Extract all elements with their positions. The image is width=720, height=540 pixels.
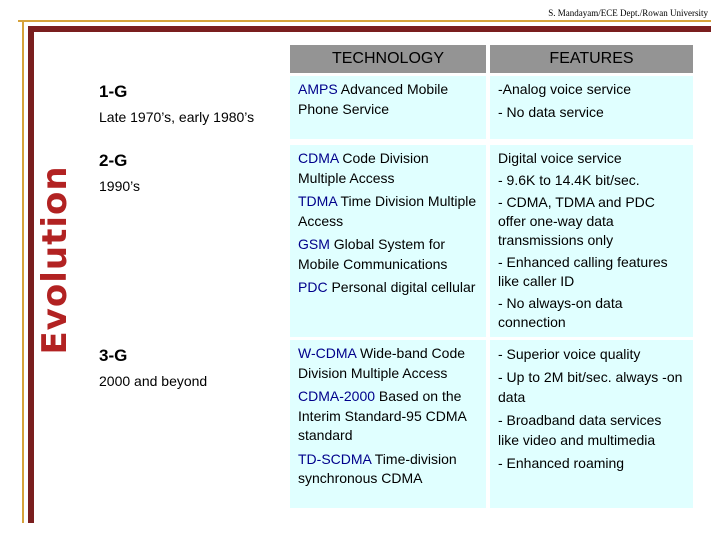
tech-abbr: GSM (298, 236, 330, 252)
tech-cell-2g (290, 145, 486, 337)
era-label: 2-G (99, 151, 128, 170)
frame-gold-top (18, 20, 711, 22)
tech-abbr: PDC (298, 279, 328, 295)
tech-cell-1g (290, 76, 486, 139)
tech-item (298, 387, 478, 446)
tech-abbr: TD-SCDMA (298, 450, 372, 467)
tech-item (298, 344, 478, 383)
feature-line: - Enhanced calling features like caller ID (498, 254, 668, 289)
tech-desc: Code Division Multiple Access (298, 150, 429, 186)
feature-line: - Broadband data services like video and multimedia (498, 412, 662, 448)
header-technology: TECHNOLOGY (290, 45, 486, 73)
tech-desc: Time Division Multiple Access (298, 193, 477, 229)
header-features: FEATURES (490, 45, 693, 73)
tech-abbr: W-CDMA (298, 345, 357, 361)
side-title-text: Evolution (35, 165, 75, 355)
tech-desc: Time-division synchronous CDMA (298, 450, 457, 486)
feature-line: - 9.6K to 14.4K bit/sec. (498, 172, 640, 188)
tech-desc: Global System for Mobile Communications (298, 236, 448, 272)
side-title (30, 150, 80, 370)
feature-line: - Enhanced roaming (498, 455, 625, 471)
feature-line: - No always-on data connection (498, 295, 623, 330)
feature-line: Digital voice service (498, 150, 622, 166)
tech-desc: Wide-band Code Division Multiple Access (298, 345, 466, 381)
tech-item (298, 278, 478, 298)
era-3g (90, 340, 286, 508)
tech-abbr: AMPS (298, 81, 338, 97)
feature-line: - Up to 2M bit/sec. always -on data (498, 369, 683, 405)
tech-item (298, 192, 478, 231)
credit-line: S. Mandayam/ECE Dept./Rowan University (548, 8, 708, 18)
feature-line: - CDMA, TDMA and PDC offer one-way data transmissions only (498, 194, 655, 248)
era-2g (90, 145, 286, 337)
era-period: 2000 and beyond (99, 373, 208, 389)
tech-desc: Based on the Interim Standard-95 CDMA standard (298, 388, 467, 443)
features-cell-2g (490, 145, 693, 337)
tech-item (298, 235, 478, 274)
frame-red-top (28, 26, 711, 32)
feature-line: -Analog voice service (498, 81, 632, 97)
tech-item (298, 149, 478, 188)
tech-item (298, 450, 478, 489)
era-label: 1-G (99, 82, 128, 101)
era-period: 1990’s (99, 178, 141, 194)
era-period: Late 1970’s, early 1980’s (99, 109, 255, 125)
features-cell-1g (490, 76, 693, 139)
tech-abbr: TDMA (298, 193, 337, 209)
tech-abbr: CDMA (298, 150, 339, 166)
tech-desc: Advanced Mobile Phone Service (298, 81, 449, 117)
tech-item (298, 80, 478, 119)
tech-abbr: CDMA-2000 (298, 388, 376, 404)
tech-desc: Personal digital cellular (327, 279, 476, 295)
tech-cell-3g (290, 340, 486, 508)
feature-line: - No data service (498, 103, 604, 120)
era-label: 3-G (99, 346, 128, 365)
features-cell-3g (490, 340, 693, 508)
era-1g (90, 76, 286, 139)
feature-line: - Superior voice quality (498, 346, 641, 362)
frame-gold-left (22, 20, 24, 523)
